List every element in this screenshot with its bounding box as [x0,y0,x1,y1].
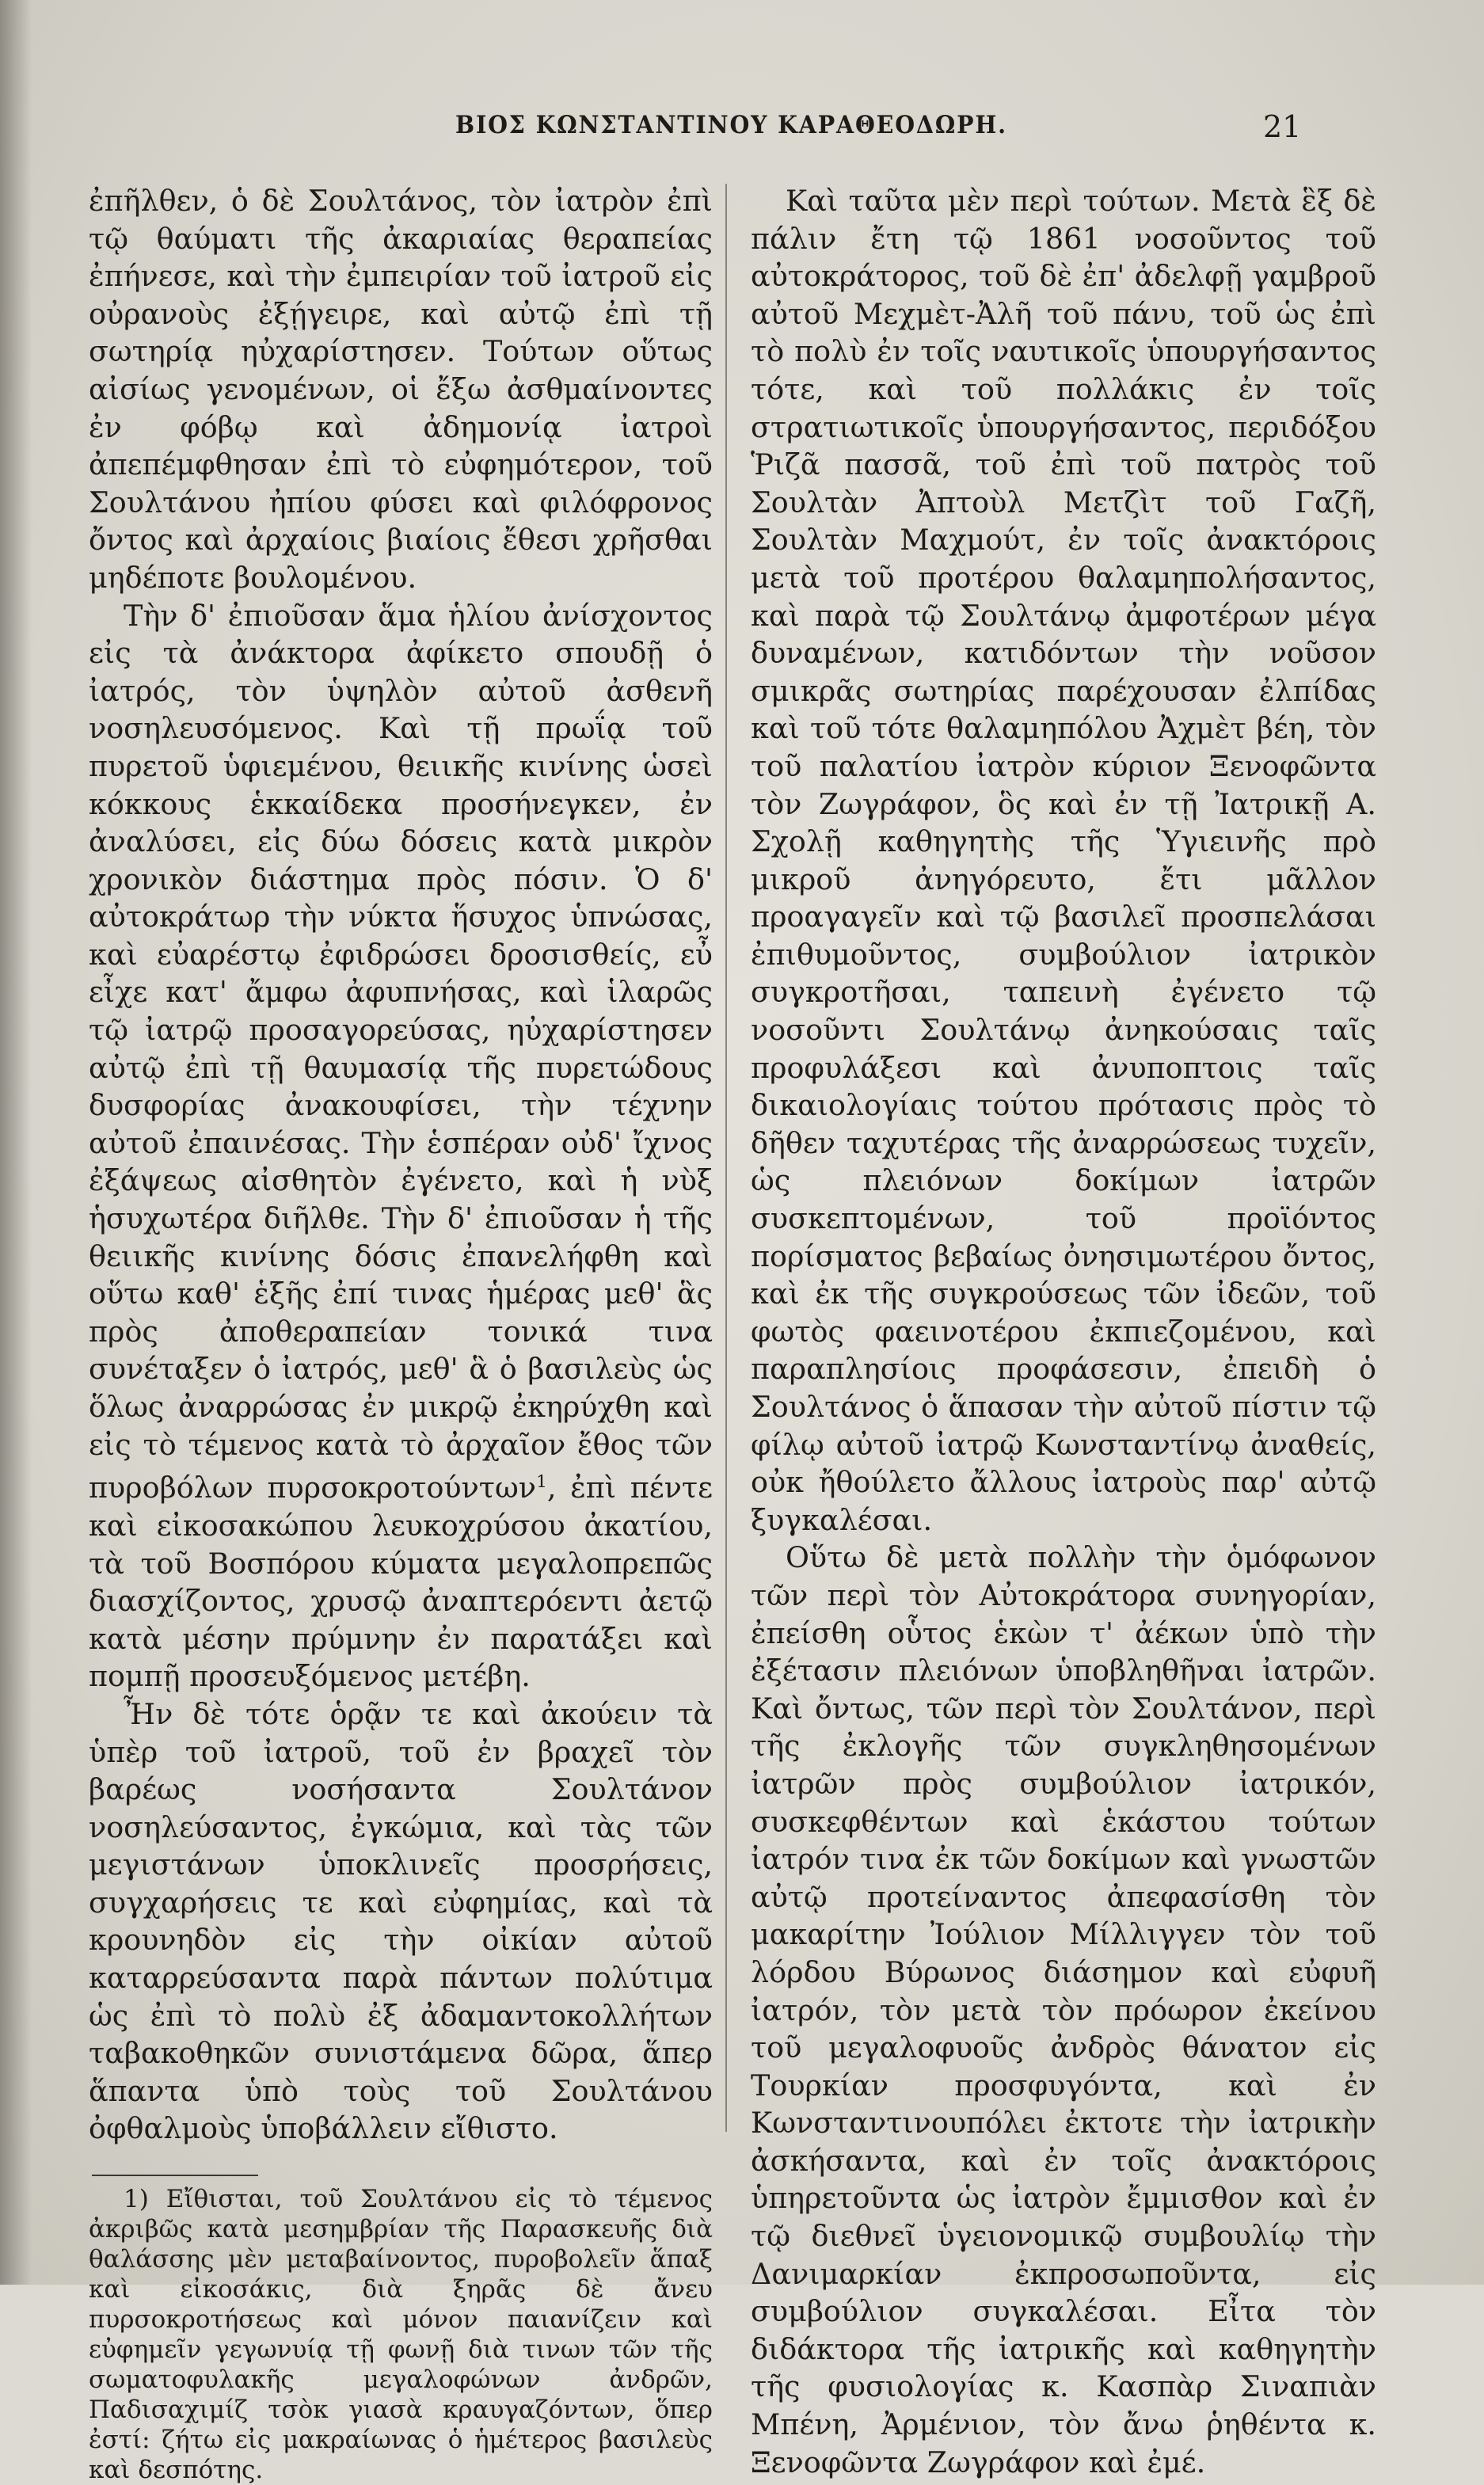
left-paragraph-3: Ἦν δὲ τότε ὁρᾷν τε καὶ ἀκούειν τὰ ὑπὲρ τοῦ ἰατροῦ, τοῦ ἐν βραχεῖ τὸν βαρέως νοσήσαντα Σουλτάνον νοσηλεύσαντος, ἐγκώμια, καὶ τὰς τῶν μεγιστάνων ὑποκλινεῖς προσρήσεις, συγχαρήσεις τε καὶ εὐφημίας, καὶ τὰ κρουνηδὸν εἰς τὴν οἰκίαν αὐτοῦ καταρρεύσαντα παρὰ πάντων πολύτιμα ὡς ἐπὶ τὸ πολὺ ἐξ ἀδαμαντοκολλήτων ταβακοθηκῶν συνιστάμενα δῶρα, ἅπερ ἅπαντα ὑπὸ τοὺς τοῦ Σουλτάνου ὀφθαλμοὺς ὑποβάλλειν εἴθιστο. [89,1696,713,2146]
binding-shadow [0,0,32,2285]
left-column [89,182,713,2485]
footnote-reference: 1 [535,1472,547,1493]
footnote-mark: 1) [124,2185,149,2214]
footnote [89,2184,713,2485]
left-paragraph-2-tail: , ἐπὶ πέντε καὶ εἰκοσακώπου λευκοχρύσου ἀκατίου, τὰ τοῦ Βοσπόρου κύματα μεγαλοπρεπῶς διασχίζοντος, χρυσῷ ἀναπτερόεντι ἀετῷ κατὰ μέσην πρύμνην ἐν παρατάξει καὶ πομπῇ προσευξόμενος μετέβη. [89,1471,713,1694]
footnote-rule [92,2175,258,2176]
left-paragraph-2 [89,597,713,1695]
running-title: ΒΙΟΣ ΚΩΝΣΤΑΝΤΙΝΟΥ ΚΑΡΑΘΕΟΔΩΡΗ. [455,111,1007,139]
left-paragraph-1: ἐπῆλθεν, ὁ δὲ Σουλτάνος, τὸν ἰατρὸν ἐπὶ τῷ θαύματι τῆς ἀκαριαίας θεραπείας ἐπήνεσε, καὶ τὴν ἐμπειρίαν τοῦ ἰατροῦ εἰς οὐρανοὺς ἐξῄγειρε, καὶ αὐτῷ ἐπὶ τῇ σωτηρίᾳ ηὐχαρίστησεν. Τούτων οὕτως αἰσίως γενομένων, οἱ ἔξω ἀσθμαίνοντες ἐν φόβῳ καὶ ἀδημονίᾳ ἰατροὶ ἀπεπέμφθησαν ἐπὶ τὸ εὐφημότερον, τοῦ Σουλτάνου ἠπίου φύσει καὶ φιλόφρονος ὄντος καὶ ἀρχαίοις βιαίοις ἔθεσι χρῆσθαι μηδέποτε βουλομένου. [89,184,713,595]
footnote-text: Εἴθισται, τοῦ Σουλτάνου εἰς τὸ τέμενος ἀκριβῶς κατὰ μεσημβρίαν τῆς Παρασκευῆς διὰ θαλάσσης μὲν μεταβαίνοντος, πυροβολεῖν ἅπαξ καὶ εἰκοσάκις, διὰ ξηρᾶς δὲ ἄνευ πυρσοκροτήσεως καὶ μόνον παιανίζειν καὶ εὐφημεῖν γεγωνυίᾳ τῇ φωνῇ διὰ τινων τῶν τῆς σωματοφυλακῆς μεγαλοφώνων ἀνδρῶν, Παδισαχιμίζ τσὸκ γιασὰ κραυγαζόντων, ὅπερ ἐστί: ζήτω εἰς μακραίωνας ὁ ἡμέτερος βασιλεὺς καὶ δεσπότης. [89,2185,713,2485]
page-number: 21 [1263,109,1302,144]
running-head [0,111,1484,158]
right-column [751,182,1376,2481]
right-paragraph-1: Καὶ ταῦτα μὲν περὶ τούτων. Μετὰ ἓξ δὲ πάλιν ἔτη τῷ 1861 νοσοῦντος τοῦ αὐτοκράτορος, τοῦ δὲ ἐπ' ἀδελφῇ γαμβροῦ αὐτοῦ Μεχμὲτ-Ἀλῆ τοῦ πάνυ, τοῦ ὡς ἐπὶ τὸ πολὺ ἐν τοῖς ναυτικοῖς ὑπουργήσαντος τότε, καὶ τοῦ πολλάκις ἐν τοῖς στρατιωτικοῖς ὑπουργήσαντος, περιδόξου Ῥιζᾶ πασσᾶ, τοῦ ἐπὶ τοῦ πατρὸς τοῦ Σουλτὰν Ἀπτοὺλ Μετζὶτ τοῦ Γαζῆ, Σουλτὰν Μαχμούτ, ἐν τοῖς ἀνακτόροις μετὰ τοῦ προτέρου θαλαμηπολήσαντος, καὶ παρὰ τῷ Σουλτάνῳ ἀμφοτέρων μέγα δυναμένων, κατιδόντων τὴν νοῦσον σμικρᾶς σωτηρίας παρέχουσαν ἐλπίδας καὶ τοῦ τότε θαλαμηπόλου Ἀχμὲτ βέη, τὸν τοῦ παλατίου ἰατρὸν κύριον Ξενοφῶντα τὸν Ζωγράφον, ὃς καὶ ἐν τῇ Ἰατρικῇ Α. Σχολῇ καθηγητὴς τῆς Ὑγιεινῆς πρὸ μικροῦ ἀνηγόρευτο, ἔτι μᾶλλον προαγαγεῖν καὶ τῷ βασιλεῖ προσπελάσαι ἐπιθυμοῦντος, συμβούλιον ἰατρικὸν συγκροτῆσαι, ταπεινὴ ἐγένετο τῷ νοσοῦντι Σουλτάνῳ ἀνηκούσαις ταῖς προφυλάξεσι καὶ ἀνυποπτοις ταῖς δικαιολογίαις τούτου πρότασις πρὸς τὸ δῆθεν ταχυτέρας τῆς ἀναρρώσεως τυχεῖν, ὡς πλειόνων δοκίμων ἰατρῶν συσκεπτομένων, τοῦ προϊόντος πορίσματος βεβαίως ὀνησιμωτέρου ὄντος, καὶ ἐκ τῆς συγκρούσεως τῶν ἰδεῶν, τοῦ φωτὸς φαεινοτέρου ἐκπιεζομένου, καὶ παραπλησίοις προφάσεσιν, ἐπειδὴ ὁ Σουλτάνος ὁ ἅπασαν τὴν αὐτοῦ πίστιν τῷ φίλῳ αὐτοῦ ἰατρῷ Κωνσταντίνῳ ἀναθείς, οὐκ ἤθούλετο ἄλλους ἰατροὺς παρ' αὐτῷ ξυγκαλέσαι. [751,184,1376,1537]
left-paragraph-2-text: Τὴν δ' ἐπιοῦσαν ἅμα ἡλίου ἀνίσχοντος εἰς τὰ ἀνάκτορα ἀφίκετο σπουδῇ ὁ ἰατρός, τὸν ὑψηλὸν αὐτοῦ ἀσθενῆ νοσηλευσόμενος. Καὶ τῇ πρωΐᾳ τοῦ πυρετοῦ ὑφιεμένου, θειικῆς κινίνης ὡσεὶ κόκκους ἑκκαίδεκα προσήνεγκεν, ἐν ἀναλύσει, εἰς δύω δόσεις κατὰ μικρὸν χρονικὸν διάστημα πρὸς πόσιν. Ὁ δ' αὐτοκράτωρ τὴν νύκτα ἥσυχος ὑπνώσας, καὶ εὐαρέστῳ ἐφιδρώσει δροσισθείς, εὖ εἶχε κατ' ἄμφω ἀφυπνήσας, καὶ ἱλαρῶς τῷ ἰατρῷ προσαγορεύσας, ηὐχαρίστησεν αὐτῷ ἐπὶ τῇ θαυμασίᾳ τῆς πυρετώδους δυσφορίας ἀνακουφίσει, τὴν τέχνην αὐτοῦ ἐπαινέσας. Τὴν ἑσπέραν οὐδ' ἴχνος ἐξάψεως αἰσθητὸν ἐγένετο, καὶ ἡ νὺξ ἡσυχωτέρα διῆλθε. Τὴν δ' ἐπιοῦσαν ἡ τῆς θειικῆς κινίνης δόσις ἐπανελήφθη καὶ οὕτω καθ' ἑξῆς ἐπί τινας ἡμέρας μεθ' ἃς πρὸς ἀποθεραπείαν τονικά τινα συνέταξεν ὁ ἰατρός, μεθ' ἃ ὁ βασιλεὺς ὡς ὅλως ἀναρρώσας ἐν μικρῷ ἐκηρύχθη καὶ εἰς τὸ τέμενος κατὰ τὸ ἀρχαῖον ἔθος τῶν πυροβόλων πυρσοκροτούντων [89,598,713,1505]
column-divider [725,184,727,2132]
right-paragraph-2: Οὕτω δὲ μετὰ πολλὴν τὴν ὁμόφωνον τῶν περὶ τὸν Αὐτοκράτορα συνηγορίαν, ἐπείσθη οὗτος ἑκὼν τ' ἀέκων ὑπὸ τὴν ἐξέτασιν πλειόνων ὑποβληθῆναι ἰατρῶν. Καὶ ὄντως, τῶν περὶ τὸν Σουλτάνον, περὶ τῆς ἐκλογῆς τῶν συγκληθησομένων ἰατρῶν πρὸς συμβούλιον ἰατρικόν, συσκεφθέντων καὶ ἑκάστου τούτων ἰατρόν τινα ἐκ τῶν δοκίμων καὶ γνωστῶν αὐτῷ προτείναντος ἀπεφασίσθη τὸν μακαρίτην Ἰούλιον Μίλλιγγεν τὸν τοῦ λόρδου Βύρωνος διάσημον καὶ εὐφυῆ ἰατρόν, τὸν μετὰ τὸν πρόωρον ἐκείνου τοῦ μεγαλοφυοῦς ἀνδρὸς θάνατον εἰς Τουρκίαν προσφυγόντα, καὶ ἐν Κωνσταντινουπόλει ἐκτοτε τὴν ἰατρικὴν ἀσκήσαντα, καὶ ἐν τοῖς ἀνακτόροις ὑπηρετοῦντα ὡς ἰατρὸν ἔμμισθον καὶ ἐν τῷ διεθνεῖ ὑγειονομικῷ συμβουλίῳ τὴν Δανιμαρκίαν ἐκπροσωποῦντα, εἰς συμβούλιον συγκαλέσαι. Εἶτα τὸν διδάκτορα τῆς ἰατρικῆς καὶ καθηγητὴν τῆς φυσιολογίας κ. Κασπὰρ Σιναπιὰν Μπένη, Ἀρμένιον, τὸν ἄνω ῥηθέντα κ. Ξενοφῶντα Ζωγράφον καὶ ἐμέ. [751,1540,1376,2479]
